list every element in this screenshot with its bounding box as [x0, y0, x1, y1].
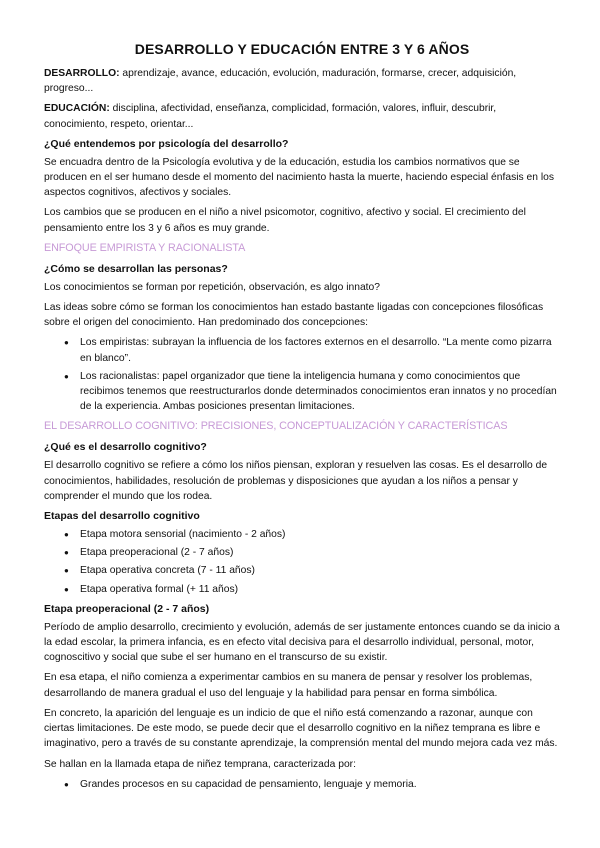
question-heading: ¿Qué entendemos por psicología del desarrollo? [44, 137, 289, 150]
bullet-list [44, 335, 560, 414]
list-item-text: Etapa motora sensorial (nacimiento - 2 años) [80, 529, 286, 541]
list-item-text: Etapa operativa formal (+ 11 años) [80, 583, 239, 595]
definition-term: EDUCACIÓN: [44, 103, 110, 115]
list-item-text: Los empiristas: subrayan la influencia de los factores externos en el desarrollo. “La mente como pizarra en blanco”. [80, 337, 552, 364]
paragraph: Se encuadra dentro de la Psicología evolutiva y de la educación, estudia los cambios normativos que se producen en el ser humano desde el momento del nacimiento hasta la muerte, haciendo especial énfasis en los aspectos cognitivos, afectivos y sociales. [44, 156, 555, 199]
paragraph: Los conocimientos se forman por repetición, observación, es algo innato? [44, 281, 380, 293]
paragraph: Período de amplio desarrollo, crecimiento y evolución, además de ser justamente entonces cuando se da inicio a la edad escolar, la primera infancia, es en efecto vital decisiva para el desarrollo individual, personal, motor, cognoscitivo y social que sube el ser humano en el transcurso de su existir. [44, 621, 560, 664]
paragraph: El desarrollo cognitivo se refiere a cómo los niños piensan, exploran y resuelven las cosas. Es el desarrollo de conocimientos, habilidades, resolución de problemas y disposiciones que ayudan a los niños a pensar y comprender el mundo que los rodea. [44, 460, 548, 502]
bullet-icon: ● [64, 566, 69, 576]
bullet-icon: ● [64, 584, 69, 594]
bullet-icon: ● [64, 779, 69, 789]
list-item-text: Etapa preoperacional (2 - 7 años) [80, 547, 234, 559]
list-item [44, 582, 560, 597]
list-item [44, 563, 560, 578]
section-title: ENFOQUE EMPIRISTA Y RACIONALISTA [44, 241, 246, 254]
definition-desarrollo [44, 66, 560, 96]
bullet-icon: ● [64, 371, 69, 381]
list-item-text: Los racionalistas: papel organizador que tiene la inteligencia humana y como conocimientos que recibimos tenemos que reestructurarlos donde determinados conocimientos eran innatos y no procedían de la experiencia. Ambas posiciones presentan limitaciones. [80, 370, 557, 413]
list-item [44, 527, 560, 542]
page-title: DESARROLLO Y EDUCACIÓN ENTRE 3 Y 6 AÑOS [134, 41, 470, 57]
paragraph: Las ideas sobre cómo se forman los conocimientos han estado bastante ligadas con concepciones filosóficas sobre el origen del conocimiento. Han predominado dos concepciones: [44, 302, 544, 329]
paragraph: En esa etapa, el niño comienza a experimentar cambios en su manera de pensar y resolver los problemas, desarrollando de manera gradual el uso del lenguaje y la habilidad para pensar en forma simbólica. [44, 672, 533, 699]
section-title: EL DESARROLLO COGNITIVO: PRECISIONES, CONCEPTUALIZACIÓN Y CARACTERÍSTICAS [44, 420, 508, 433]
paragraph: En concreto, la aparición del lenguaje es un indicio de que el niño está comenzando a razonar, aunque con ciertas limitaciones. De este modo, se puede decir que el desarrollo cognitivo en la niñez temprana es libre e imaginativo, pero a través de su constante aprendizaje, la comprensión mental del mundo mejora cada vez más. [44, 707, 558, 750]
question-heading: ¿Qué es el desarrollo cognitivo? [44, 441, 207, 454]
paragraph: Se hallan en la llamada etapa de niñez temprana, caracterizada por: [44, 758, 356, 770]
definition-text: disciplina, afectividad, enseñanza, complicidad, formación, valores, influir, descubrir, conocimiento, respeto, orientar... [44, 103, 497, 130]
subheading: Etapa preoperacional (2 - 7 años) [44, 602, 210, 615]
subheading: Etapas del desarrollo cognitivo [44, 510, 200, 523]
bullet-icon: ● [64, 338, 69, 348]
list-item [44, 777, 560, 792]
definition-educacion [44, 101, 560, 131]
list-item [44, 545, 560, 560]
definition-text: aprendizaje, avance, educación, evolución, maduración, formarse, crecer, adquisición, progreso... [44, 68, 517, 95]
bullet-icon: ● [64, 548, 69, 558]
stages-list [44, 527, 560, 597]
definition-term: DESARROLLO: [44, 68, 120, 79]
bullet-icon: ● [64, 530, 69, 540]
list-item-text: Etapa operativa concreta (7 - 11 años) [80, 565, 255, 577]
bullet-list [44, 777, 560, 792]
list-item [44, 335, 560, 365]
question-heading: ¿Cómo se desarrollan las personas? [44, 262, 228, 275]
list-item-text: Grandes procesos en su capacidad de pensamiento, lenguaje y memoria. [80, 778, 417, 790]
list-item [44, 369, 560, 415]
paragraph: Los cambios que se producen en el niño a nivel psicomotor, cognitivo, afectivo y social. El crecimiento del pensamiento entre los 3 y 6 años es muy grande. [44, 207, 526, 234]
